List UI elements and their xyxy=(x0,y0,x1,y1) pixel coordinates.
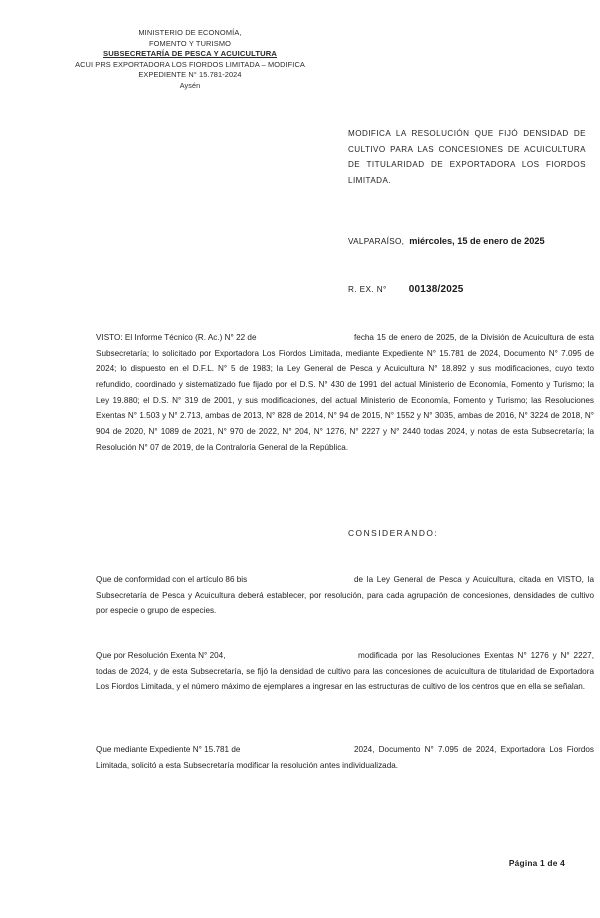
considerando-item-3 xyxy=(96,742,594,773)
visto-section xyxy=(96,330,594,455)
letterhead-region: Aysén xyxy=(179,80,201,90)
resolution-number-row xyxy=(348,284,592,295)
considerando-1-text: de la Ley General de Pesca y Acuicultura, citada en VISTO, la Subsecretaría de Pesca y Acuicultura deberá establecer, por resolución, para cada agrupación de concesiones, densidades de cultivo por especie o grupo de especies. xyxy=(96,575,594,616)
considerando-2-paragraph xyxy=(96,648,594,695)
place-and-date xyxy=(348,236,592,246)
letterhead-ministry-line2: FOMENTO Y TURISMO xyxy=(148,38,232,48)
considerando-2-lead-in: Que por Resolución Exenta N° 204, xyxy=(96,651,226,660)
letterhead xyxy=(40,28,340,91)
considerando-3-paragraph xyxy=(96,742,594,773)
considerando-1-lead-in: Que de conformidad con el artículo 86 bis xyxy=(96,575,248,584)
considerando-item-1 xyxy=(96,572,594,619)
considerando-2-text: modificada por las Resoluciones Exentas N° 1276 y N° 2227, todas de 2024, y de esta Subsecretaría, se fijó la densidad de cultivo para las concesiones de acuicultura de titularidad de Exportadora Los Fiordos Limitada, y el número máximo de ejemplares a ingresar en las estructuras de cultivo de los centros que en ella se señalan. xyxy=(96,651,594,692)
considerando-item-2 xyxy=(96,648,594,695)
letterhead-ministry-line1: MINISTERIO DE ECONOMÍA, xyxy=(138,28,242,37)
visto-text: fecha 15 de enero de 2025, de la División de Acuicultura de esta Subsecretaría; lo solicitado por Exportadora Los Fiordos Limitada, mediante Expediente N° 15.781 de 2024, Documento N° 7.095 de 2024; lo dispuesto en el D.F.L. N° 5 de 1983; la Ley General de Pesca y Acuicultura N° 18.892 y sus modificaciones, cuyo texto refundido, coordinado y sistematizado fue fijado por el D.S. N° 430 de 1991 del actual Ministerio de Economía, Fomento y Turismo; la Ley 19.880; el D.S. N° 319 de 2001, y sus modificaciones, del actual Ministerio de Economía, Fomento y Turismo; las Resoluciones Exentas N° 1.503 y N° 2.713, ambas de 2013, N° 828 de 2014, N° 94 de 2015, N° 1552 y N° 3035, ambas de 2016, N° 3224 de 2018, N° 904 de 2020, N° 1089 de 2021, N° 970 de 2022, N° 204, N° 1276, N° 2227 y N° 2440 todas 2024, y notas de esta Subsecretaría; la Resolución N° 07 de 2019, de la Contraloría General de la República. xyxy=(96,333,594,452)
considerando-1-paragraph xyxy=(96,572,594,619)
considerando-3-text: 2024, Documento N° 7.095 de 2024, Exportadora Los Fiordos Limitada, solicitó a esta Subsecretaría modificar la resolución antes individualizada. xyxy=(96,745,594,770)
visto-lead-in: VISTO: El Informe Técnico (R. Ac.) N° 22 de xyxy=(96,333,257,342)
letterhead-subject: ACUI PRS EXPORTADORA LOS FIORDOS LIMITADA – MODIFICA xyxy=(75,59,305,69)
considerando-3-lead-in: Que mediante Expediente N° 15.781 de xyxy=(96,745,241,754)
resolution-number-value: 00138/2025 xyxy=(408,284,464,295)
considerando-heading: CONSIDERANDO: xyxy=(348,528,439,538)
visto-paragraph xyxy=(96,330,594,455)
page-footer: Página 1 de 4 xyxy=(508,858,565,868)
letterhead-file-number: EXPEDIENTE N° 15.781-2024 xyxy=(138,70,242,80)
issue-city: VALPARAÍSO, xyxy=(348,237,405,246)
resolution-title-block: MODIFICA LA RESOLUCIÓN QUE FIJÓ DENSIDAD DE CULTIVO PARA LAS CONCESIONES DE ACUICULTURA DE TITULARIDAD DE EXPORTADORA LOS FIORDOS LIMITADA. xyxy=(348,129,586,185)
resolution-number-label: R. EX. N° xyxy=(348,285,387,294)
issue-date: miércoles, 15 de enero de 2025 xyxy=(409,236,545,246)
letterhead-subsecretary: SUBSECRETARÍA DE PESCA Y ACUICULTURA xyxy=(102,49,278,59)
